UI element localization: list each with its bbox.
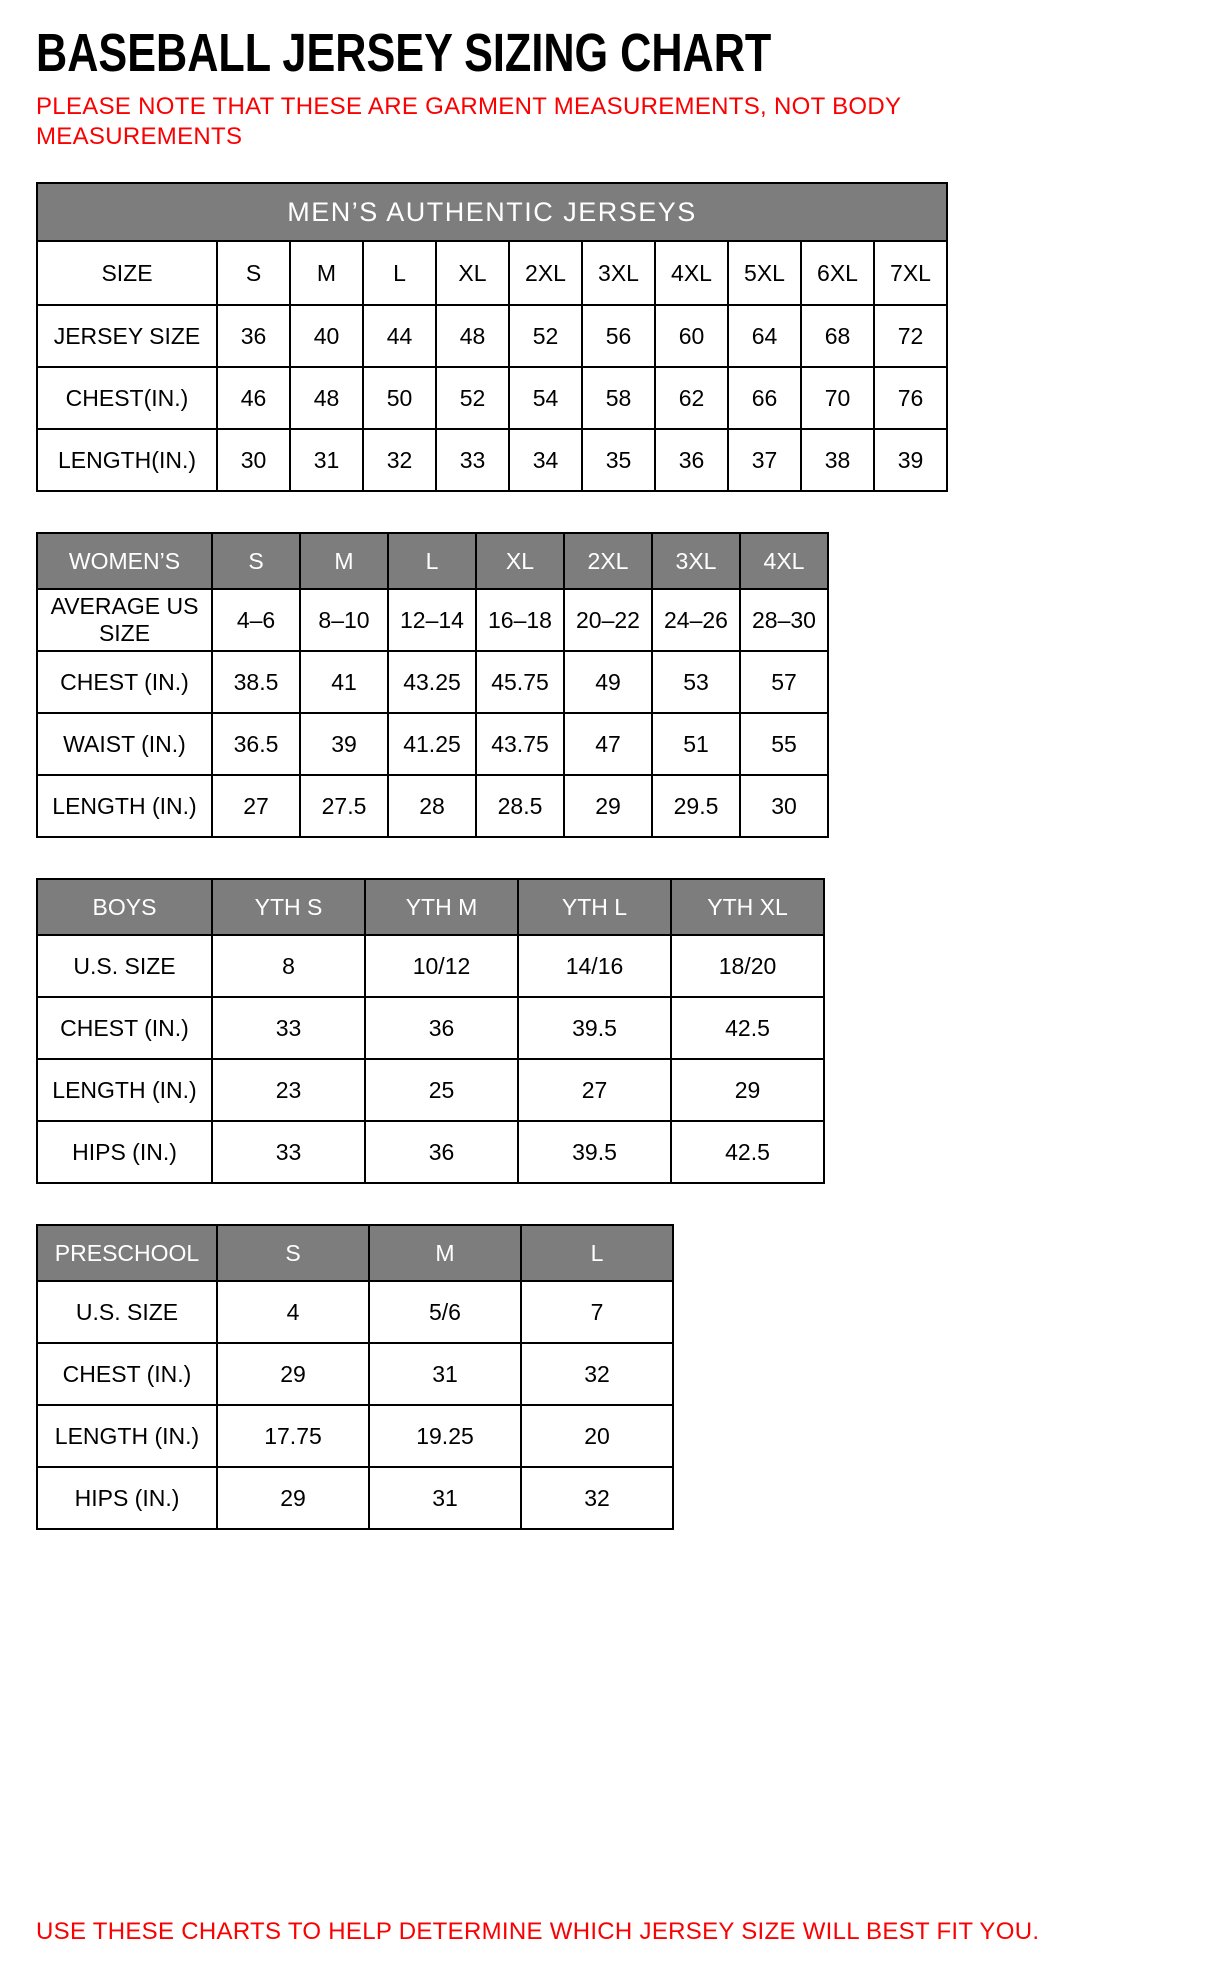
- mens-row: [37, 241, 947, 305]
- mens-header-cell: 6XL: [801, 241, 874, 305]
- womens-cell: 20–22: [564, 589, 652, 651]
- boys-row: [37, 1059, 824, 1121]
- boys-cell: 42.5: [671, 997, 824, 1059]
- mens-cell: 56: [582, 305, 655, 367]
- mens-row-label: JERSEY SIZE: [37, 305, 217, 367]
- boys-jerseys-table-section: [36, 878, 1184, 1184]
- preschool-row: [37, 1281, 673, 1343]
- womens-cell: 4–6: [212, 589, 300, 651]
- boys-cell: 29: [671, 1059, 824, 1121]
- preschool-row-label: U.S. SIZE: [37, 1281, 217, 1343]
- womens-cell: 57: [740, 651, 828, 713]
- mens-cell: 68: [801, 305, 874, 367]
- womens-cell: 43.25: [388, 651, 476, 713]
- preschool-row-label: PRESCHOOL: [37, 1225, 217, 1281]
- mens-header-cell: 3XL: [582, 241, 655, 305]
- garment-measurement-note: PLEASE NOTE THAT THESE ARE GARMENT MEASUREMENTS, NOT BODY MEASUREMENTS: [36, 93, 901, 150]
- preschool-row-label: LENGTH (IN.): [37, 1405, 217, 1467]
- womens-header-cell: S: [212, 533, 300, 589]
- womens-row: [37, 533, 828, 589]
- womens-header-cell: XL: [476, 533, 564, 589]
- mens-row: [37, 429, 947, 491]
- boys-row-label: U.S. SIZE: [37, 935, 212, 997]
- womens-cell: 16–18: [476, 589, 564, 651]
- womens-cell: 38.5: [212, 651, 300, 713]
- mens-jerseys-table-section: [36, 182, 1184, 492]
- boys-cell: 39.5: [518, 1121, 671, 1183]
- mens-cell: 31: [290, 429, 363, 491]
- preschool-header-cell: S: [217, 1225, 369, 1281]
- boys-table: [36, 878, 825, 1184]
- mens-cell: 40: [290, 305, 363, 367]
- mens-cell: 37: [728, 429, 801, 491]
- preschool-cell: 5/6: [369, 1281, 521, 1343]
- mens-cell: 34: [509, 429, 582, 491]
- womens-header-cell: 3XL: [652, 533, 740, 589]
- mens-cell: 64: [728, 305, 801, 367]
- boys-header-cell: YTH XL: [671, 879, 824, 935]
- womens-cell: 30: [740, 775, 828, 837]
- mens-header-cell: 2XL: [509, 241, 582, 305]
- womens-row-label: WOMEN’S: [37, 533, 212, 589]
- preschool-table: [36, 1224, 674, 1530]
- womens-cell: 47: [564, 713, 652, 775]
- boys-row: [37, 879, 824, 935]
- mens-cell: 33: [436, 429, 509, 491]
- boys-cell: 33: [212, 997, 365, 1059]
- mens-row-label: CHEST(IN.): [37, 367, 217, 429]
- womens-cell: 41.25: [388, 713, 476, 775]
- womens-row: [37, 713, 828, 775]
- mens-header-cell: 7XL: [874, 241, 947, 305]
- womens-cell: 28.5: [476, 775, 564, 837]
- boys-cell: 23: [212, 1059, 365, 1121]
- womens-row-label: CHEST (IN.): [37, 651, 212, 713]
- boys-cell: 27: [518, 1059, 671, 1121]
- preschool-row-label: CHEST (IN.): [37, 1343, 217, 1405]
- womens-row: [37, 589, 828, 651]
- womens-cell: 28: [388, 775, 476, 837]
- mens-cell: 32: [363, 429, 436, 491]
- boys-cell: 39.5: [518, 997, 671, 1059]
- mens-cell: 48: [436, 305, 509, 367]
- mens-cell: 36: [655, 429, 728, 491]
- mens-banner: MEN’S AUTHENTIC JERSEYS: [37, 183, 947, 241]
- womens-cell: 51: [652, 713, 740, 775]
- preschool-cell: 19.25: [369, 1405, 521, 1467]
- womens-cell: 55: [740, 713, 828, 775]
- boys-header-cell: YTH S: [212, 879, 365, 935]
- preschool-row: [37, 1343, 673, 1405]
- boys-row-label: BOYS: [37, 879, 212, 935]
- mens-cell: 72: [874, 305, 947, 367]
- womens-header-cell: L: [388, 533, 476, 589]
- boys-cell: 36: [365, 1121, 518, 1183]
- mens-cell: 35: [582, 429, 655, 491]
- mens-cell: 36: [217, 305, 290, 367]
- mens-header-cell: 5XL: [728, 241, 801, 305]
- womens-cell: 45.75: [476, 651, 564, 713]
- mens-cell: 54: [509, 367, 582, 429]
- boys-row-label: CHEST (IN.): [37, 997, 212, 1059]
- boys-cell: 14/16: [518, 935, 671, 997]
- womens-cell: 28–30: [740, 589, 828, 651]
- womens-header-cell: 2XL: [564, 533, 652, 589]
- womens-jerseys-table-section: [36, 532, 1184, 838]
- womens-row-label: WAIST (IN.): [37, 713, 212, 775]
- mens-table: [36, 182, 948, 492]
- footer-note: USE THESE CHARTS TO HELP DETERMINE WHICH JERSEY SIZE WILL BEST FIT YOU.: [36, 1918, 1040, 1945]
- womens-cell: 29.5: [652, 775, 740, 837]
- mens-row: [37, 305, 947, 367]
- womens-row: [37, 775, 828, 837]
- mens-header-cell: 4XL: [655, 241, 728, 305]
- boys-row-label: HIPS (IN.): [37, 1121, 212, 1183]
- boys-row: [37, 1121, 824, 1183]
- preschool-cell: 31: [369, 1467, 521, 1529]
- mens-cell: 39: [874, 429, 947, 491]
- mens-header-cell: L: [363, 241, 436, 305]
- womens-cell: 12–14: [388, 589, 476, 651]
- preschool-row: [37, 1405, 673, 1467]
- preschool-row: [37, 1225, 673, 1281]
- preschool-cell: 32: [521, 1467, 673, 1529]
- womens-cell: 8–10: [300, 589, 388, 651]
- boys-row: [37, 997, 824, 1059]
- preschool-cell: 17.75: [217, 1405, 369, 1467]
- mens-header-cell: XL: [436, 241, 509, 305]
- mens-cell: 60: [655, 305, 728, 367]
- boys-header-cell: YTH M: [365, 879, 518, 935]
- mens-row: [37, 183, 947, 241]
- mens-cell: 62: [655, 367, 728, 429]
- preschool-cell: 4: [217, 1281, 369, 1343]
- page-title: BASEBALL JERSEY SIZING CHART: [36, 23, 772, 83]
- womens-table: [36, 532, 829, 838]
- boys-cell: 10/12: [365, 935, 518, 997]
- mens-row-label: LENGTH(IN.): [37, 429, 217, 491]
- womens-cell: 27.5: [300, 775, 388, 837]
- preschool-cell: 32: [521, 1343, 673, 1405]
- preschool-row-label: HIPS (IN.): [37, 1467, 217, 1529]
- preschool-cell: 29: [217, 1343, 369, 1405]
- womens-header-cell: 4XL: [740, 533, 828, 589]
- womens-cell: 24–26: [652, 589, 740, 651]
- womens-cell: 43.75: [476, 713, 564, 775]
- mens-cell: 38: [801, 429, 874, 491]
- mens-cell: 52: [436, 367, 509, 429]
- mens-cell: 66: [728, 367, 801, 429]
- womens-cell: 41: [300, 651, 388, 713]
- preschool-cell: 29: [217, 1467, 369, 1529]
- boys-cell: 42.5: [671, 1121, 824, 1183]
- mens-cell: 48: [290, 367, 363, 429]
- boys-cell: 36: [365, 997, 518, 1059]
- mens-cell: 46: [217, 367, 290, 429]
- womens-cell: 36.5: [212, 713, 300, 775]
- mens-cell: 30: [217, 429, 290, 491]
- preschool-row: [37, 1467, 673, 1529]
- womens-row: [37, 651, 828, 713]
- mens-row-label: SIZE: [37, 241, 217, 305]
- womens-cell: 39: [300, 713, 388, 775]
- mens-cell: 52: [509, 305, 582, 367]
- preschool-header-cell: M: [369, 1225, 521, 1281]
- mens-header-cell: M: [290, 241, 363, 305]
- womens-cell: 49: [564, 651, 652, 713]
- preschool-header-cell: L: [521, 1225, 673, 1281]
- boys-cell: 18/20: [671, 935, 824, 997]
- boys-cell: 25: [365, 1059, 518, 1121]
- mens-header-cell: S: [217, 241, 290, 305]
- womens-cell: 27: [212, 775, 300, 837]
- mens-cell: 70: [801, 367, 874, 429]
- preschool-jerseys-table-section: [36, 1224, 1184, 1530]
- womens-cell: 53: [652, 651, 740, 713]
- boys-row: [37, 935, 824, 997]
- boys-header-cell: YTH L: [518, 879, 671, 935]
- mens-cell: 44: [363, 305, 436, 367]
- womens-row-label: LENGTH (IN.): [37, 775, 212, 837]
- mens-row: [37, 367, 947, 429]
- preschool-cell: 7: [521, 1281, 673, 1343]
- womens-cell: 29: [564, 775, 652, 837]
- preschool-cell: 31: [369, 1343, 521, 1405]
- womens-row-label: AVERAGE US SIZE: [37, 589, 212, 651]
- mens-cell: 50: [363, 367, 436, 429]
- mens-cell: 76: [874, 367, 947, 429]
- preschool-cell: 20: [521, 1405, 673, 1467]
- boys-row-label: LENGTH (IN.): [37, 1059, 212, 1121]
- boys-cell: 8: [212, 935, 365, 997]
- womens-header-cell: M: [300, 533, 388, 589]
- mens-cell: 58: [582, 367, 655, 429]
- boys-cell: 33: [212, 1121, 365, 1183]
